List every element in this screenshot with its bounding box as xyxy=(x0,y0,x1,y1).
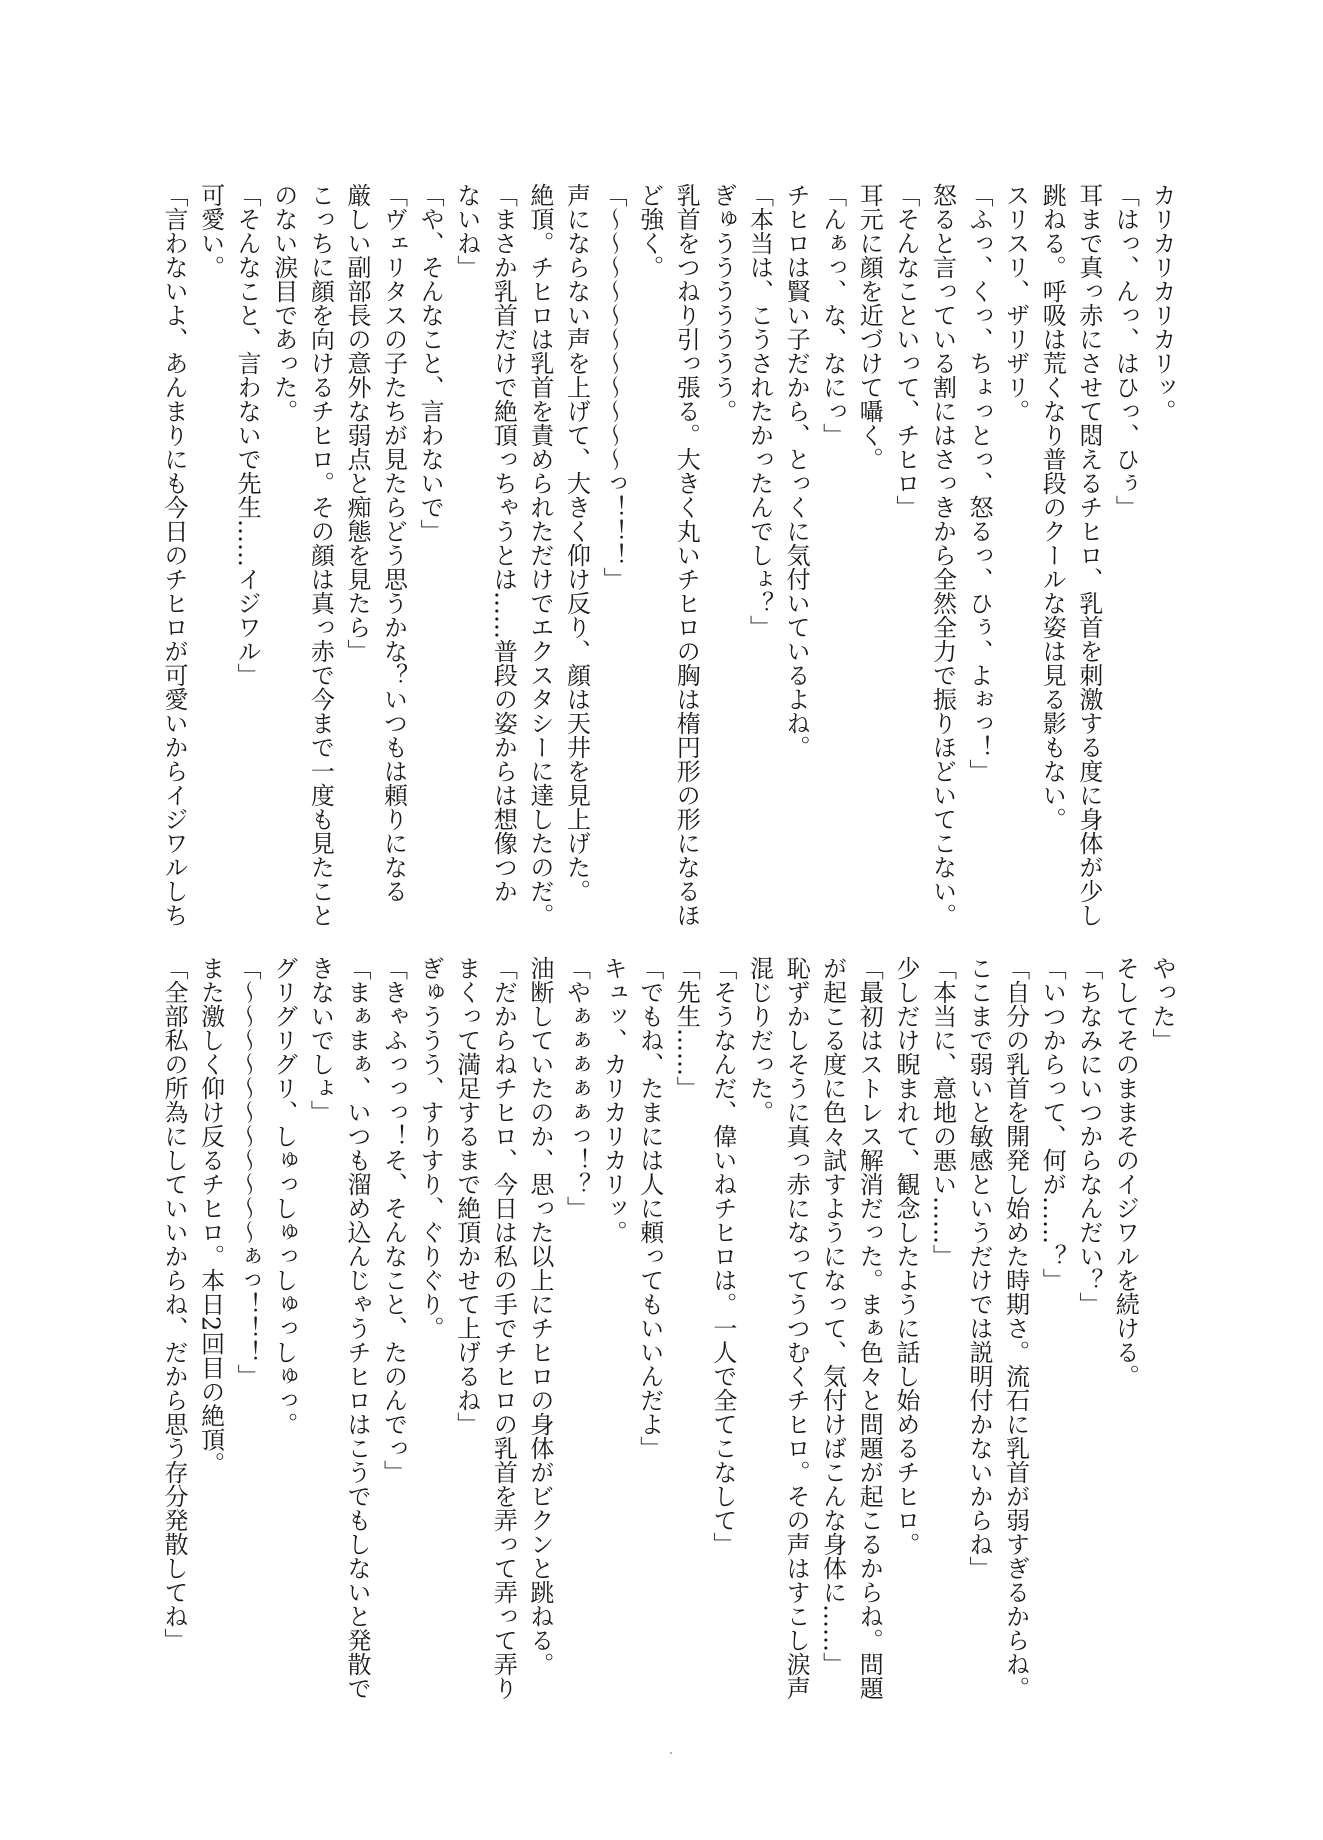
text-line: カリカリカリカリッ。 xyxy=(1148,183,1176,423)
text-line: やった」 xyxy=(1148,956,1176,1052)
text-line: 「ふっ、くっ、ちょっとっ、怒るっ、ひぅ、よぉっ！」 xyxy=(965,183,994,783)
text-line: 「や、そんなこと、言わないで」 xyxy=(416,183,445,543)
text-line: 「そんなこといって、チヒロ」 xyxy=(891,183,920,519)
text-line: 耳元に顔を近づけて囁く。 xyxy=(855,183,884,471)
text-line: 厳しい副部長の意外な弱点と痴態を見たら」 xyxy=(342,183,371,663)
text-line: 乳首をつねり引っ張る。大きく丸いチヒロの胸は楕円形の形になるほ xyxy=(672,183,701,927)
text-line: 「先生……」 xyxy=(672,956,701,1100)
text-line: 「本当は、こうされたかったんでしょ？」 xyxy=(745,183,774,639)
text-line: まくって満足するまで絶頂かせて上げるね」 xyxy=(452,956,481,1436)
text-line: のない涙目であった。 xyxy=(269,183,298,423)
text-line: 「まさか乳首だけで絶頂っちゃうとは……普段の姿からは想像つか xyxy=(489,183,518,903)
text-line: 「〜〜〜〜〜〜〜〜〜〜〜っ！！！」 xyxy=(599,183,628,591)
text-line: 「はっ、んっ、はひっ、ひぅ」 xyxy=(1111,183,1140,519)
text-line: 「んぁっ、な、なにっ」 xyxy=(818,183,847,447)
text-line: 「言わないよ、あんまりにも今日のチヒロが可愛いからイジワルしち xyxy=(159,183,188,927)
text-line: 「本当に、意地の悪い……」 xyxy=(928,956,957,1268)
text-line: 耳まで真っ赤にさせて悶えるチヒロ、乳首を刺激する度に身体が少し xyxy=(1074,183,1103,927)
text-line: キュッ、カリカリカリッ。 xyxy=(599,956,628,1244)
text-line: 「そんなこと、言わないで先生……イジワル」 xyxy=(233,183,262,687)
text-line: 「ちなみにいつからなんだい？」 xyxy=(1074,956,1103,1316)
text-line: スリスリ、ザリザリ。 xyxy=(1001,183,1030,423)
text-line: ここまで弱いと敏感というだけでは説明付かないからね」 xyxy=(965,956,994,1580)
text-line: 跳ねる。呼吸は荒くなり普段のクールな姿は見る影もない。 xyxy=(1038,183,1067,831)
text-line: 声にならない声を上げて、大きく仰け反り、顔は天井を見上げた。 xyxy=(562,183,591,903)
text-line: 少しだけ睨まれて、観念したように話し始めるチヒロ。 xyxy=(891,956,920,1556)
text-line: 「最初はストレス解消だった。まぁ色々と問題が起こるからね。問題 xyxy=(855,956,884,1700)
text-line: 「まぁまぁ、いつも溜め込んじゃうチヒロはこうでもしないと発散で xyxy=(342,956,371,1700)
text-line: 可愛い。 xyxy=(196,183,225,279)
text-line: 「全部私の所為にしていいからね、だから思う存分発散してね」 xyxy=(159,956,188,1652)
text-line: また激しく仰け反るチヒロ。本日2回目の絶頂。 xyxy=(196,956,225,1476)
text-line: 「いつからって、何が……？」 xyxy=(1038,956,1067,1292)
text-line: そしてそのままそのイジワルを続ける。 xyxy=(1111,956,1140,1388)
text-line: ないね」 xyxy=(452,183,481,279)
text-line: 「やぁぁぁぁぁっ！？」 xyxy=(562,956,591,1220)
text-line: ぎゅううううううう。 xyxy=(708,183,737,423)
text-line: グリグリグリ、しゅっしゅっしゅっしゅっ。 xyxy=(269,956,298,1436)
text-line: チヒロは賢い子だから、とっくに気付いているよね。 xyxy=(782,183,811,759)
text-line: 「ヴェリタスの子たちが見たらどう思うかな？いつもは頼りになる xyxy=(379,183,408,903)
text-line: 「でもね、たまには人に頼ってもいいんだよ」 xyxy=(635,956,664,1460)
text-line: が起こる度に色々試すようになって、気付けばこんな身体に……」 xyxy=(818,956,847,1676)
text-line: 「だからねチヒロ、今日は私の手でチヒロの乳首を弄って弄って弄り xyxy=(489,956,518,1700)
lower-text-block xyxy=(155,956,1180,1700)
text-line: ぎゅううう、すりすり、ぐりぐり。 xyxy=(416,956,445,1340)
text-line: こっちに顔を向けるチヒロ。その顔は真っ赤で今まで一度も見たこと xyxy=(306,183,335,927)
text-line: 「そうなんだ、偉いねチヒロは。一人で全てこなして」 xyxy=(708,956,737,1556)
text-line: 恥ずかしそうに真っ赤になってうつむくチヒロ。その声はすこし涙声 xyxy=(782,956,811,1700)
text-line: 油断していたのか、思った以上にチヒロの身体がビクンと跳ねる。 xyxy=(525,956,554,1676)
text-line: 怒ると言っている割にはさっきから全然全力で振りほどいてこない。 xyxy=(928,183,957,927)
text-line: 「きゃふっっっ！そ、そんなこと、たのんでっ」 xyxy=(379,956,408,1484)
text-line: 「自分の乳首を開発し始めた時期さ。流石に乳首が弱すぎるからね。 xyxy=(1001,956,1030,1700)
upper-text-block xyxy=(155,183,1180,927)
text-line: きないでしょ」 xyxy=(306,956,335,1124)
text-line: 混じりだった。 xyxy=(745,956,774,1124)
text-line: 「〜〜〜〜〜〜〜〜〜〜〜ぁっ！！！」 xyxy=(233,956,262,1388)
page-dot xyxy=(670,1752,672,1754)
text-line: ど強く。 xyxy=(635,183,664,279)
text-line: 絶頂。チヒロは乳首を責められただけでエクスタシーに達したのだ。 xyxy=(525,183,554,927)
